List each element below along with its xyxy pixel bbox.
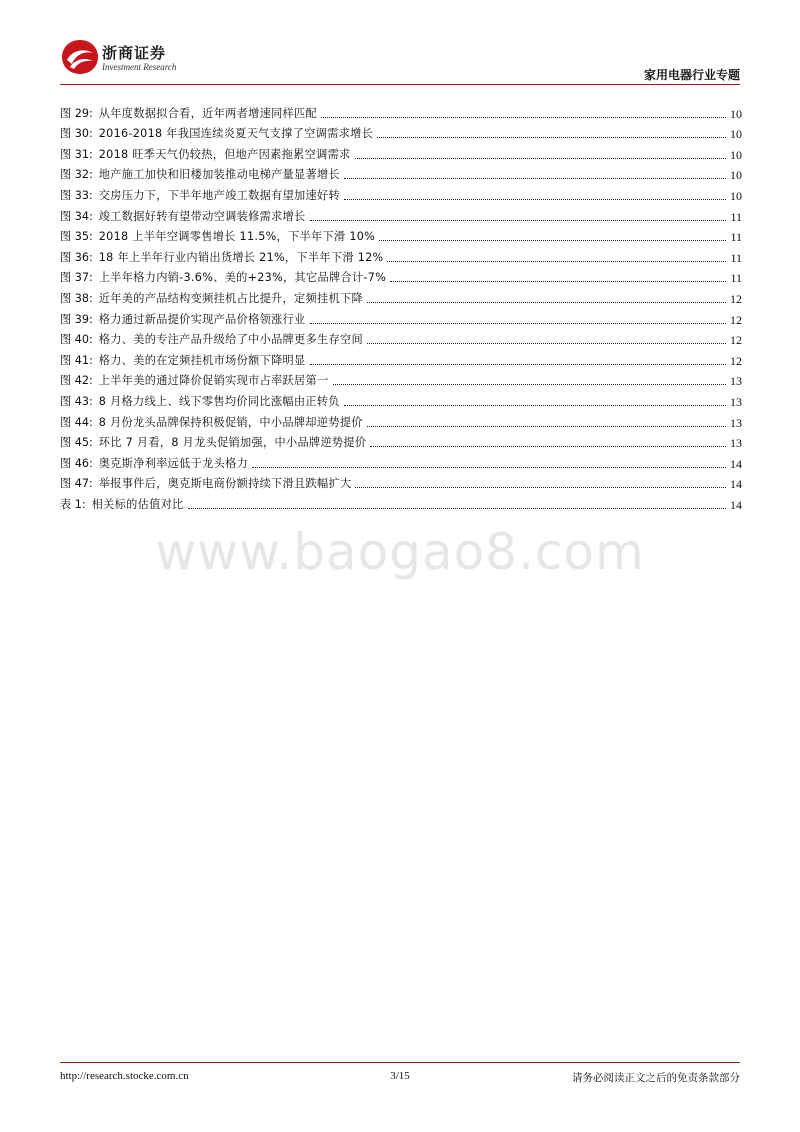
- toc-dot-leader: [367, 426, 726, 427]
- toc-entry-title: 近年美的产品结构变频挂机占比提升，定频挂机下降: [98, 291, 363, 305]
- toc-dot-leader: [344, 199, 726, 200]
- toc-dot-leader: [252, 467, 726, 468]
- toc-entry[interactable]: [60, 100, 742, 121]
- toc-entry-page: 12: [730, 312, 742, 327]
- report-category: 家用电器行业专题: [643, 68, 740, 82]
- toc-entry-title: 环比 7 月看，8 月龙头促销加强，中小品牌逆势提价: [98, 436, 367, 450]
- toc-entry-page: 11: [730, 230, 742, 245]
- toc-dot-leader: [344, 178, 726, 179]
- toc-entry-page: 10: [730, 147, 742, 162]
- toc-entry[interactable]: [60, 203, 742, 224]
- toc-entry-title: 8 月份龙头品牌保持积极促销，中小品牌却逆势提价: [98, 415, 363, 429]
- toc-entry-label: 图 33:: [60, 188, 93, 202]
- toc-entry[interactable]: [60, 491, 742, 512]
- toc-entry[interactable]: [60, 347, 742, 368]
- toc-entry-title: 上半年格力内销-3.6%、美的+23%，其它品牌合计-7%: [98, 271, 387, 285]
- toc-entry-label: 图 39:: [60, 312, 93, 326]
- toc-entry-label: 表 1:: [60, 497, 86, 511]
- toc-entry-label: 图 32:: [60, 168, 93, 182]
- toc-entry-label: 图 45:: [60, 436, 93, 450]
- figure-list: [60, 100, 742, 512]
- toc-dot-leader: [377, 137, 726, 138]
- toc-entry-page: 14: [730, 456, 742, 471]
- toc-entry-title: 交房压力下，下半年地产竣工数据有望加速好转: [98, 188, 340, 202]
- toc-entry-label: 图 29:: [60, 106, 93, 120]
- toc-entry-label: 图 46:: [60, 456, 93, 470]
- footer-divider: [60, 1062, 740, 1063]
- toc-dot-leader: [355, 158, 726, 159]
- toc-dot-leader: [321, 117, 726, 118]
- toc-entry-title: 2016-2018 年我国连续炎夏天气支撑了空调需求增长: [98, 127, 374, 141]
- toc-entry[interactable]: [60, 450, 742, 471]
- toc-dot-leader: [310, 364, 726, 365]
- toc-entry-page: 11: [730, 250, 742, 265]
- toc-entry-title: 2018 上半年空调零售增长 11.5%，下半年下滑 10%: [98, 230, 376, 244]
- toc-dot-leader: [333, 384, 726, 385]
- toc-entry[interactable]: [60, 224, 742, 245]
- toc-entry-label: 图 47:: [60, 477, 93, 491]
- toc-entry[interactable]: [60, 430, 742, 451]
- toc-dot-leader: [390, 281, 726, 282]
- toc-entry-label: 图 36:: [60, 250, 93, 264]
- toc-dot-leader: [355, 487, 726, 488]
- toc-entry-page: 13: [730, 394, 742, 409]
- toc-entry[interactable]: [60, 244, 742, 265]
- toc-entry-title: 18 年上半年行业内销出货增长 21%，下半年下滑 12%: [98, 250, 384, 264]
- toc-entry-label: 图 38:: [60, 291, 93, 305]
- toc-entry-label: 图 35:: [60, 230, 93, 244]
- toc-entry-page: 12: [730, 291, 742, 306]
- toc-entry[interactable]: [60, 306, 742, 327]
- toc-entry-page: 11: [730, 209, 742, 224]
- logo-chinese-name: 浙商证券: [102, 44, 167, 62]
- toc-entry-label: 图 44:: [60, 415, 93, 429]
- toc-entry-title: 竣工数据好转有望带动空调装修需求增长: [98, 209, 306, 223]
- toc-dot-leader: [367, 302, 726, 303]
- toc-entry[interactable]: [60, 471, 742, 492]
- toc-entry-title: 格力、美的在定频挂机市场份额下降明显: [98, 353, 306, 367]
- toc-entry[interactable]: [60, 285, 742, 306]
- toc-entry-page: 10: [730, 127, 742, 142]
- toc-entry-page: 12: [730, 353, 742, 368]
- watermark: www.baogao8.com: [155, 523, 645, 581]
- toc-dot-leader: [310, 323, 726, 324]
- toc-dot-leader: [188, 508, 726, 509]
- toc-entry-page: 12: [730, 333, 742, 348]
- toc-entry-title: 举报事件后，奥克斯电商份额持续下滑且跌幅扩大: [98, 477, 352, 491]
- toc-entry[interactable]: [60, 141, 742, 162]
- logo-english-name: Investment Research: [102, 62, 177, 72]
- disclaimer-notice: 请务必阅读正文之后的免责条款部分: [572, 1072, 740, 1084]
- toc-entry-label: 图 40:: [60, 333, 93, 347]
- company-logo: [60, 38, 180, 78]
- toc-entry-page: 14: [730, 497, 742, 512]
- toc-entry-title: 地产施工加快和旧楼加装推动电梯产量显著增长: [98, 168, 340, 182]
- toc-entry-page: 10: [730, 106, 742, 121]
- footer-url-link[interactable]: http://research.stocke.com.cn: [60, 1070, 189, 1082]
- toc-entry-page: 14: [730, 477, 742, 492]
- toc-entry-title: 上半年美的通过降价促销实现市占率跃居第一: [98, 374, 329, 388]
- toc-entry-title: 相关标的估值对比: [91, 497, 184, 511]
- toc-entry-page: 13: [730, 436, 742, 451]
- toc-entry-label: 图 43:: [60, 394, 93, 408]
- toc-entry-title: 从年度数据拟合看，近年两者增速同样匹配: [98, 106, 318, 120]
- toc-entry[interactable]: [60, 327, 742, 348]
- toc-entry[interactable]: [60, 265, 742, 286]
- toc-entry-title: 8 月格力线上、线下零售均价同比涨幅由正转负: [98, 394, 340, 408]
- toc-entry-label: 图 30:: [60, 127, 93, 141]
- toc-dot-leader: [379, 240, 726, 241]
- toc-entry-page: 11: [730, 271, 742, 286]
- toc-entry-title: 格力通过新品提价实现产品价格领涨行业: [98, 312, 306, 326]
- toc-dot-leader: [344, 405, 726, 406]
- toc-entry-label: 图 37:: [60, 271, 93, 285]
- toc-dot-leader: [367, 343, 726, 344]
- toc-entry[interactable]: [60, 388, 742, 409]
- toc-entry-page: 13: [730, 374, 742, 389]
- toc-entry-title: 2018 旺季天气仍较热，但地产因素拖累空调需求: [98, 147, 351, 161]
- toc-entry-label: 图 34:: [60, 209, 93, 223]
- toc-dot-leader: [370, 446, 726, 447]
- toc-entry-page: 13: [730, 415, 742, 430]
- toc-entry-label: 图 41:: [60, 353, 93, 367]
- toc-dot-leader: [310, 220, 726, 221]
- page-number: 3/15: [390, 1070, 410, 1082]
- toc-entry[interactable]: [60, 182, 742, 203]
- toc-entry-page: 10: [730, 188, 742, 203]
- toc-entry-label: 图 31:: [60, 147, 93, 161]
- toc-entry-title: 奥克斯净利率远低于龙头格力: [98, 456, 249, 470]
- toc-entry[interactable]: [60, 409, 742, 430]
- toc-entry-title: 格力、美的专注产品升级给了中小品牌更多生存空间: [98, 333, 363, 347]
- toc-entry-label: 图 42:: [60, 374, 93, 388]
- header-divider: [60, 84, 740, 85]
- toc-entry[interactable]: [60, 162, 742, 183]
- toc-entry[interactable]: [60, 121, 742, 142]
- toc-dot-leader: [387, 261, 726, 262]
- toc-entry[interactable]: [60, 368, 742, 389]
- toc-entry-page: 10: [730, 168, 742, 183]
- stocke-logo-icon: [60, 38, 100, 76]
